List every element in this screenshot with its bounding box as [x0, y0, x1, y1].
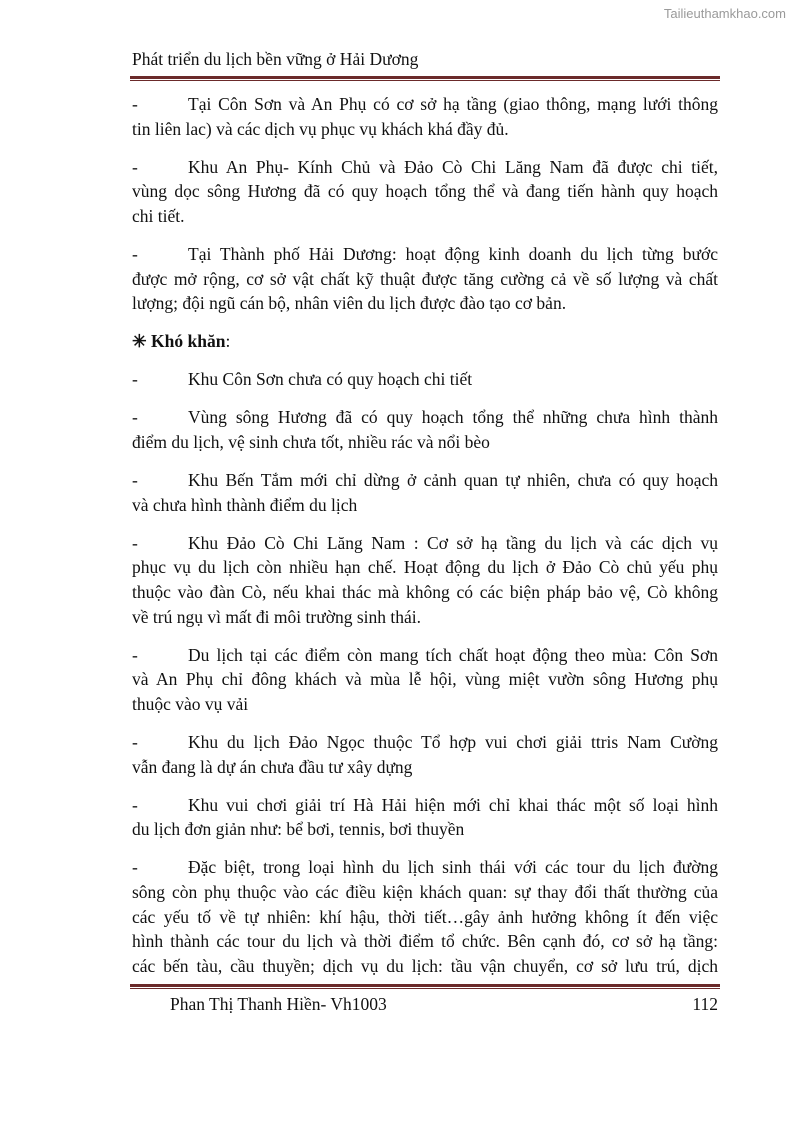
- bullet-dash: -: [132, 731, 138, 752]
- paragraph-line: Khu Đảo Cò Chi Lăng Nam : Cơ sở hạ tầng du lịch và các dịch vụ: [188, 532, 718, 553]
- bullet-paragraph: [132, 730, 718, 779]
- paragraph-line: thuộc vào vụ vải: [132, 693, 249, 714]
- paragraph-line: Đặc biệt, trong loại hình du lịch sinh thái với các tour du lịch đường: [188, 857, 718, 878]
- paragraph-line: về trú ngụ vì mất đi môi trường sinh thái.: [132, 606, 421, 627]
- paragraph-line: hình thành các tour du lịch và thời điểm tổ chức. Bên cạnh đó, cơ sở hạ tầng:: [132, 931, 718, 952]
- paragraph-line: và chưa hình thành điểm du lịch: [132, 494, 358, 515]
- bullet-paragraph: [132, 367, 718, 392]
- asterisk-icon: ✳: [132, 331, 147, 352]
- paragraph-line: du lịch đơn giản như: bể bơi, tennis, bơi thuyền: [132, 819, 465, 840]
- watermark: Tailieuthamkhao.com: [663, 6, 786, 21]
- footer-rule: [130, 984, 720, 989]
- paragraph-line: thuộc vào đàn Cò, nếu khai thác mà không có các biện pháp bảo vệ, Cò không: [132, 582, 718, 602]
- bullet-dash: -: [132, 156, 138, 177]
- bullet-dash: -: [132, 644, 138, 665]
- bullet-dash: -: [132, 94, 138, 114]
- bullet-paragraph: [132, 531, 718, 629]
- bullet-dash: -: [132, 532, 138, 553]
- paragraph-line: chi tiết.: [132, 205, 185, 226]
- section-heading: [132, 329, 718, 354]
- paragraph-line: tin liên lac) và các dịch vụ phục vụ khách khá đầy đủ.: [132, 118, 509, 139]
- bullet-dash: -: [132, 407, 138, 428]
- running-header-title: Phát triển du lịch bền vững ở Hải Dương: [132, 49, 419, 69]
- document-body: [132, 92, 718, 992]
- paragraph-line: vẫn đang là dự án chưa đầu tư xây dựng: [132, 756, 413, 777]
- paragraph-line: các yếu tố về tự nhiên: khí hậu, thời tiết…gây ảnh hưởng không ít đến việc: [132, 906, 718, 927]
- bullet-paragraph: [132, 468, 718, 517]
- bullet-dash: -: [132, 857, 138, 878]
- page-number: 112: [692, 994, 718, 1014]
- paragraph-line: Khu du lịch Đảo Ngọc thuộc Tổ hợp vui chơi giải ttris Nam Cường: [188, 731, 718, 752]
- paragraph-line: Tại Thành phố Hải Dương: hoạt động kinh doanh du lịch từng bước: [188, 243, 718, 264]
- footer-author: Phan Thị Thanh Hiền- Vh1003: [170, 994, 387, 1014]
- paragraph-line: được mở rộng, cơ sở vật chất kỹ thuật được tăng cường cả về số lượng và chất: [132, 268, 718, 289]
- bullet-dash: -: [132, 369, 138, 390]
- paragraph-line: phục vụ du lịch còn nhiều hạn chế. Hoạt động du lịch ở Đảo Cò chủ yếu phụ: [132, 557, 718, 578]
- difficulties-list: [132, 367, 718, 978]
- header-rule: [130, 76, 720, 81]
- paragraph-line: Tại Côn Sơn và An Phụ có cơ sở hạ tầng (giao thông, mạng lưới thông: [188, 94, 718, 114]
- paragraph-line: điểm du lịch, vệ sinh chưa tốt, nhiều rác và nổi bèo: [132, 432, 490, 453]
- paragraph-line: Du lịch tại các điểm còn mang tích chất hoạt động theo mùa: Côn Sơn: [188, 644, 718, 665]
- paragraph-line: lượng; đội ngũ cán bộ, nhân viên du lịch được đào tạo cơ bản.: [132, 293, 567, 314]
- bullet-paragraph: [132, 405, 718, 454]
- paragraph-line: sông còn phụ thuộc vào các điều kiện khách quan: sự thay đổi thất thường của: [132, 881, 718, 902]
- bullet-paragraph: [132, 155, 718, 229]
- paragraph-line: vùng dọc sông Hương đã có quy hoạch tổng thể và đang tiến hành quy hoạch: [132, 181, 718, 202]
- bullet-dash: -: [132, 243, 138, 264]
- paragraph-line: Vùng sông Hương đã có quy hoạch tổng thể những chưa hình thành: [188, 407, 718, 428]
- bullet-paragraph: [132, 643, 718, 717]
- heading-label: Khó khăn: [151, 331, 226, 352]
- advantages-list: [132, 92, 718, 316]
- bullet-paragraph: [132, 92, 718, 141]
- bullet-paragraph: [132, 242, 718, 316]
- paragraph-line: Khu Côn Sơn chưa có quy hoạch chi tiết: [188, 369, 473, 390]
- bullet-paragraph: [132, 793, 718, 842]
- bullet-paragraph: [132, 855, 718, 978]
- paragraph-line: Khu vui chơi giải trí Hà Hải hiện mới chỉ khai thác một số loại hình: [188, 794, 718, 815]
- paragraph-line: Khu An Phụ- Kính Chủ và Đảo Cò Chi Lăng Nam đã được chi tiết,: [188, 156, 718, 177]
- paragraph-line: và An Phụ chỉ đông khách và mùa lễ hội, vùng miệt vườn sông Hương phụ: [132, 669, 718, 690]
- paragraph-line: Khu Bến Tắm mới chỉ dừng ở cảnh quan tự nhiên, chưa có quy hoạch: [188, 470, 718, 491]
- bullet-dash: -: [132, 470, 138, 491]
- bullet-dash: -: [132, 794, 138, 815]
- paragraph-line: các bến tàu, cầu thuyền; dịch vụ du lịch: tầu vận chuyển, cơ sở lưu trú, dịch: [132, 955, 718, 976]
- heading-suffix: :: [225, 331, 231, 352]
